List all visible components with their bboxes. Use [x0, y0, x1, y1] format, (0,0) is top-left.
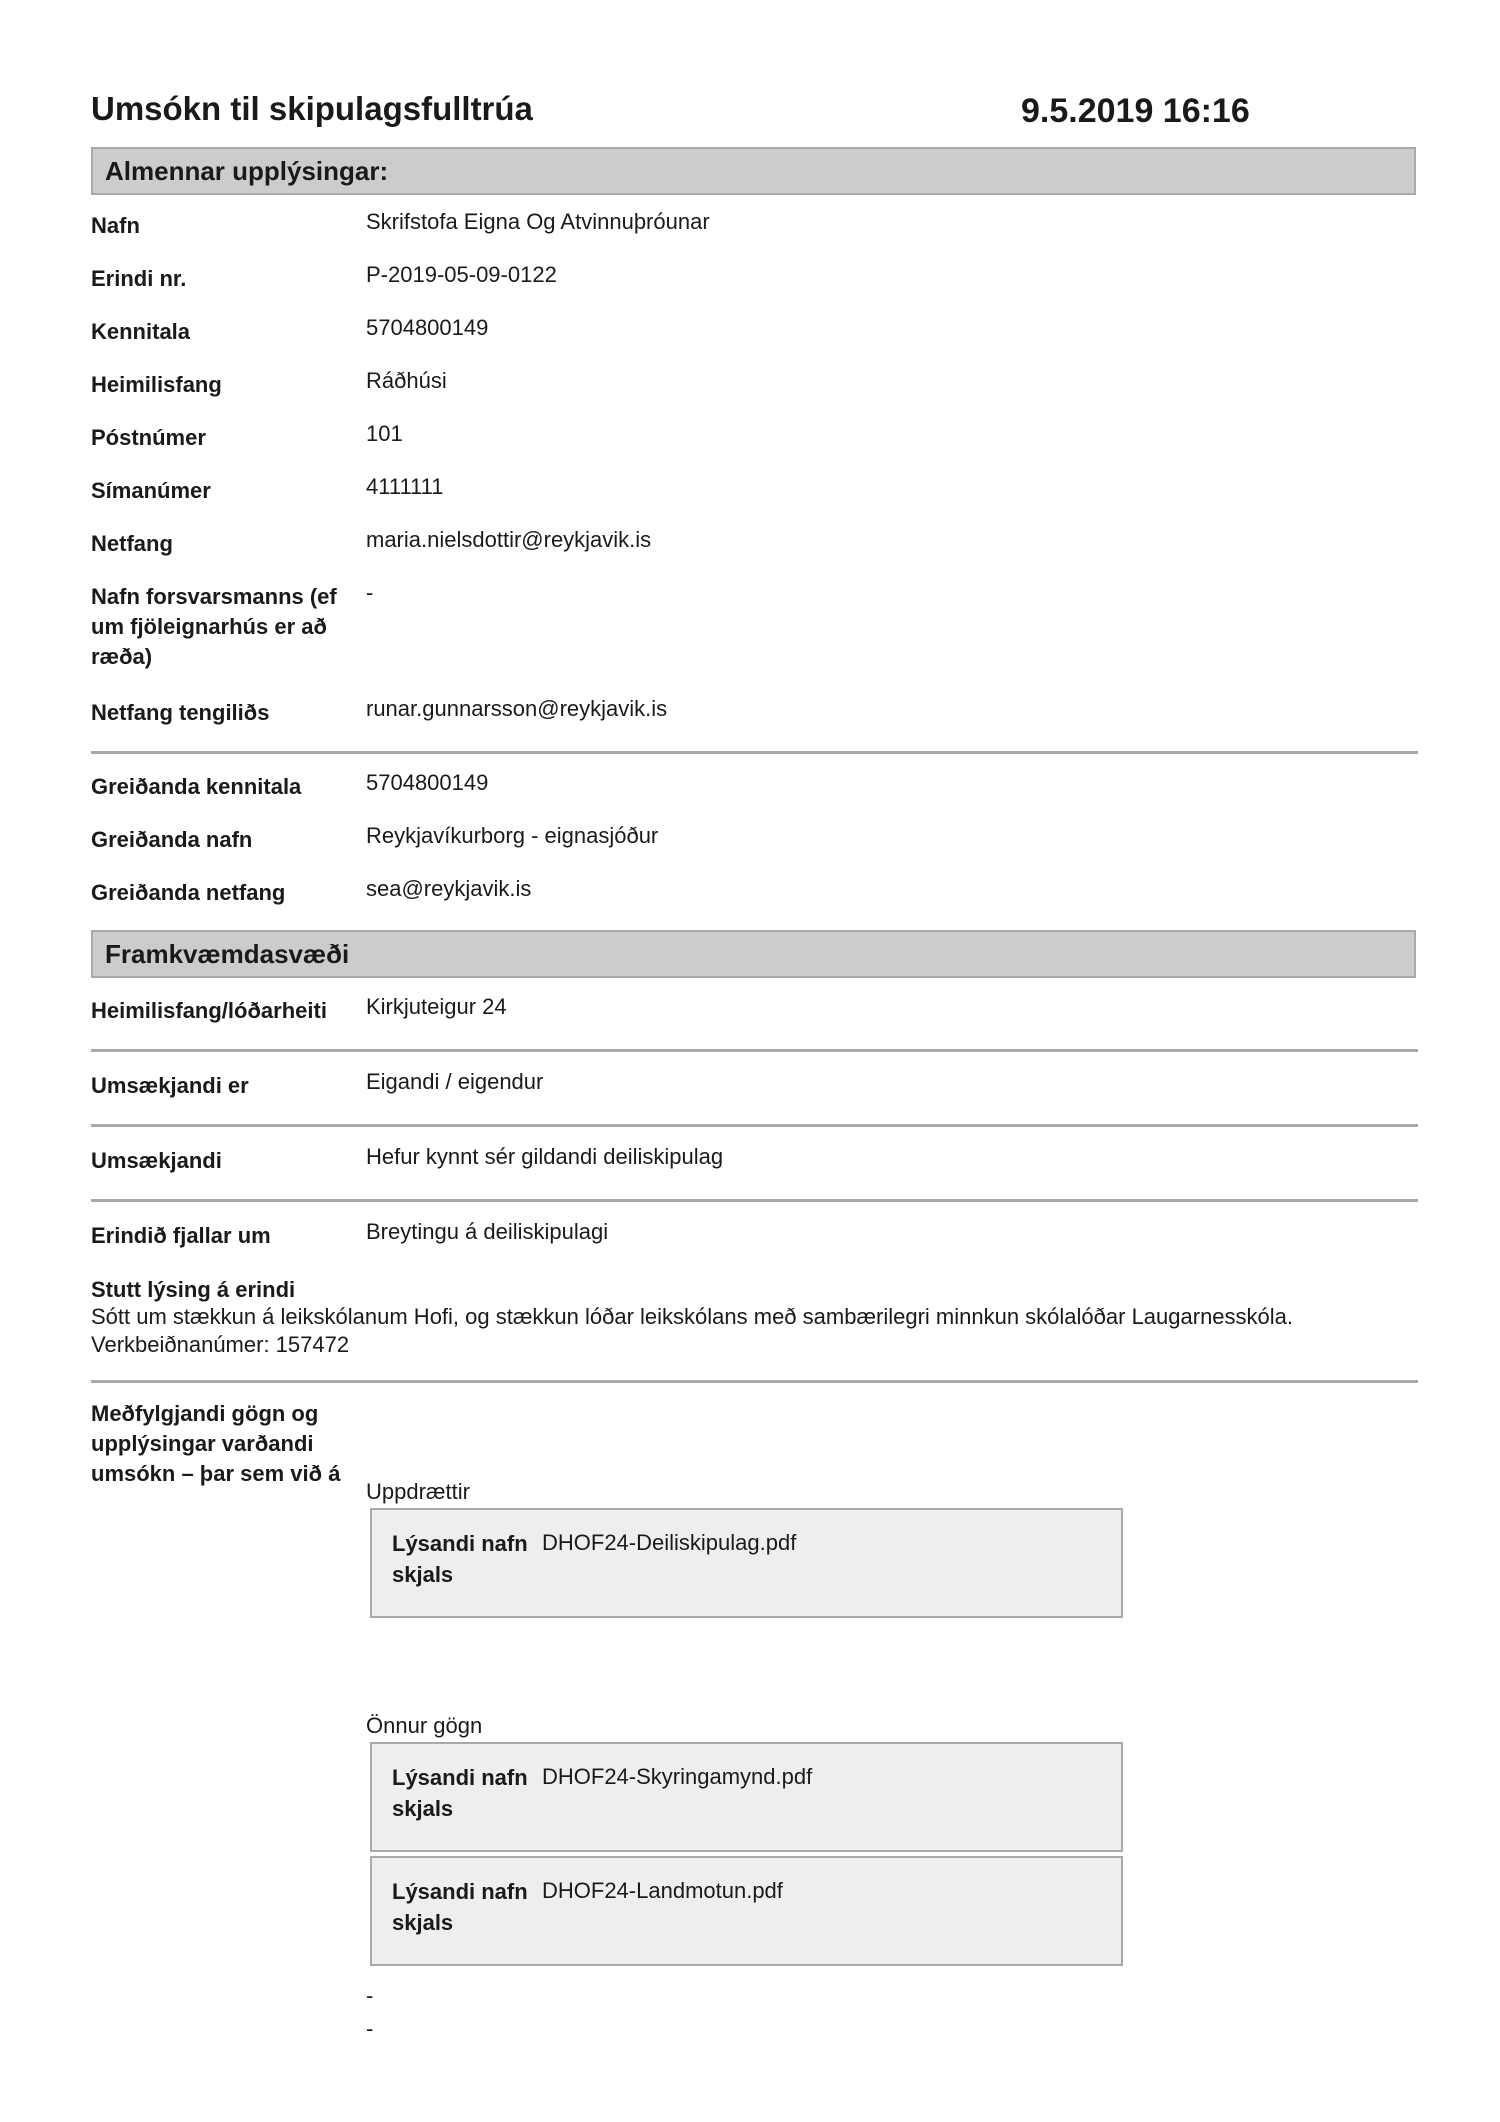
file-name[interactable]: DHOF24-Deiliskipulag.pdf — [542, 1530, 797, 1555]
divider — [91, 1049, 1418, 1052]
file-name[interactable]: DHOF24-Skyringamynd.pdf — [542, 1764, 813, 1789]
file-label: Lýsandi nafn skjals — [392, 1879, 528, 1935]
field-label: Erindi nr. — [91, 266, 187, 291]
file-entry — [370, 1856, 1123, 1966]
field-label: Kennitala — [91, 319, 191, 344]
field-label: Greiðanda netfang — [91, 880, 286, 905]
description-label: Stutt lýsing á erindi — [91, 1277, 296, 1302]
attachments-label: Meðfylgjandi gögn og upplýsingar varðandi umsókn – þar sem við á — [91, 1401, 341, 1486]
field-label: Erindið fjallar um — [91, 1223, 271, 1248]
trailing-dash: - — [366, 2016, 374, 2041]
file-label: Lýsandi nafn skjals — [392, 1531, 528, 1587]
field-label: Póstnúmer — [91, 425, 206, 450]
field-value: runar.gunnarsson@reykjavik.is — [366, 696, 668, 721]
field-value: Kirkjuteigur 24 — [366, 994, 507, 1019]
file-name[interactable]: DHOF24-Landmotun.pdf — [542, 1878, 783, 1903]
field-value: 101 — [366, 421, 403, 446]
field-value: Skrifstofa Eigna Og Atvinnuþróunar — [366, 209, 710, 234]
field-value: maria.nielsdottir@reykjavik.is — [366, 527, 652, 552]
field-value: - — [366, 580, 374, 605]
field-value: Eigandi / eigendur — [366, 1069, 544, 1094]
submission-datetime: 9.5.2019 16:16 — [1021, 92, 1250, 130]
field-label: Símanúmer — [91, 478, 211, 503]
field-value: 5704800149 — [366, 315, 489, 340]
field-label: Umsækjandi — [91, 1148, 222, 1173]
field-value: P-2019-05-09-0122 — [366, 262, 557, 287]
field-label: Nafn — [91, 213, 140, 238]
field-label: Netfang tengiliðs — [91, 700, 270, 725]
field-label: Nafn forsvarsmanns (ef um fjöleignarhús er að ræða) — [91, 584, 337, 669]
file-entry — [370, 1742, 1123, 1852]
field-value: sea@reykjavik.is — [366, 876, 532, 901]
file-entry — [370, 1508, 1123, 1618]
field-label: Heimilisfang/lóðarheiti — [91, 998, 327, 1023]
divider — [91, 751, 1418, 754]
field-value: 4111111 — [366, 474, 444, 499]
field-label: Netfang — [91, 531, 173, 556]
section-header-project: Framkvæmdasvæði — [91, 930, 1416, 978]
page-title: Umsókn til skipulagsfulltrúa — [91, 90, 533, 127]
trailing-dash: - — [366, 1983, 374, 2008]
field-value: 5704800149 — [366, 770, 489, 795]
field-label: Heimilisfang — [91, 372, 222, 397]
attachment-group-drawings: Uppdrættir — [366, 1479, 470, 1504]
field-value: Reykjavíkurborg - eignasjóður — [366, 823, 659, 848]
divider — [91, 1199, 1418, 1202]
field-label: Greiðanda kennitala — [91, 774, 302, 799]
field-value: Breytingu á deiliskipulagi — [366, 1219, 609, 1244]
field-label: Greiðanda nafn — [91, 827, 253, 852]
divider — [91, 1124, 1418, 1127]
file-label: Lýsandi nafn skjals — [392, 1765, 528, 1821]
section-header-general: Almennar upplýsingar: — [91, 147, 1416, 195]
field-value: Ráðhúsi — [366, 368, 447, 393]
description-text: Sótt um stækkun á leikskólanum Hofi, og stækkun lóðar leikskólans með sambærilegri minnkun skólalóðar Laugarnesskóla. — [91, 1304, 1294, 1329]
field-value: Hefur kynnt sér gildandi deiliskipulag — [366, 1144, 724, 1169]
attachment-group-other: Önnur gögn — [366, 1713, 483, 1738]
description-reference: Verkbeiðnanúmer: 157472 — [91, 1332, 350, 1357]
divider — [91, 1380, 1418, 1383]
field-label: Umsækjandi er — [91, 1073, 249, 1098]
